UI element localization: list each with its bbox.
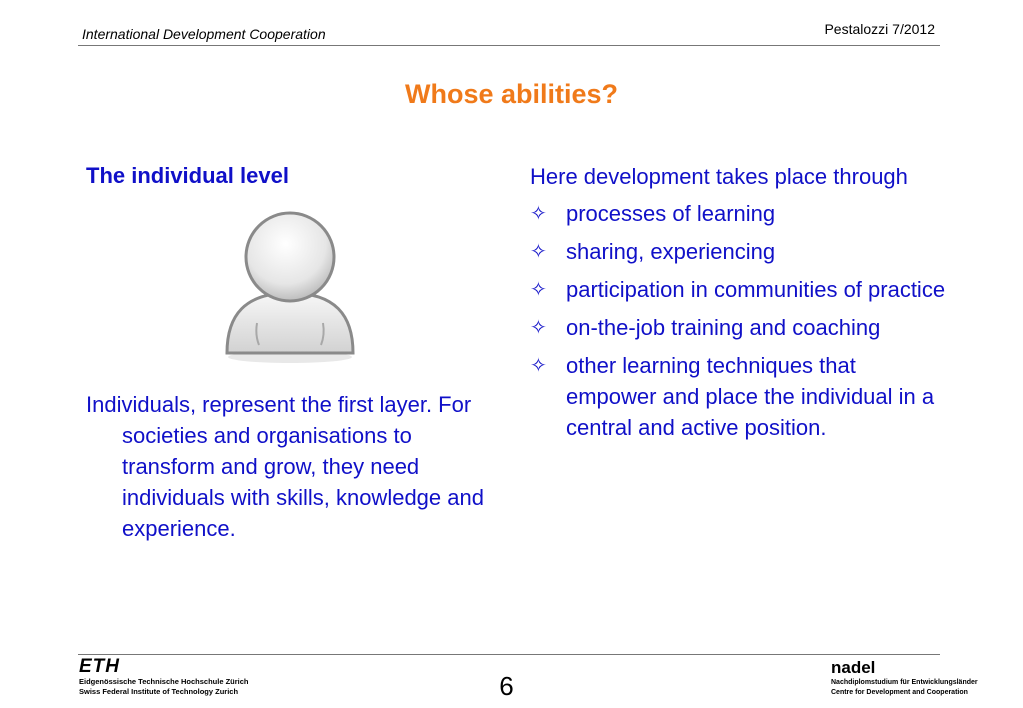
list-item: ✧ sharing, experiencing — [530, 239, 776, 264]
header-subtitle: International Development Cooperation — [82, 26, 326, 42]
four-point-star-icon: ✧ — [530, 203, 547, 225]
four-point-star-icon: ✧ — [530, 317, 547, 339]
eth-logo-line: Eidgenössische Technische Hochschule Zürich — [79, 677, 249, 686]
bullet-list — [530, 198, 950, 443]
header-author-date: Pestalozzi 7/2012 — [824, 21, 935, 37]
right-column — [530, 161, 950, 450]
list-item: ✧ other learning techniques that empower and place the individual in a central and active position. — [530, 353, 935, 440]
right-intro: Here development takes place through — [530, 164, 908, 189]
list-item: ✧ processes of learning — [530, 201, 776, 226]
eth-logo-mark: ETH — [79, 656, 120, 677]
slide-title: Whose abilities? — [404, 79, 619, 109]
nadel-logo-line: Centre for Development and Cooperation — [831, 689, 968, 696]
four-point-star-icon: ✧ — [530, 241, 547, 263]
four-point-star-icon: ✧ — [530, 279, 547, 301]
left-paragraph: Individuals, represent the first layer. For societies and organisations to transform and grow, they need individuals with skills, knowledge and experience. — [86, 392, 484, 541]
eth-logo-line: Swiss Federal Institute of Technology Zurich — [79, 687, 239, 696]
nadel-logo-line: Nachdiplomstudium für Entwicklungsländer — [831, 679, 978, 686]
person-icon — [215, 205, 365, 365]
page-number: 6 — [499, 671, 514, 701]
header-divider — [78, 45, 940, 46]
nadel-logo-mark: nadel — [831, 658, 876, 677]
four-point-star-icon: ✧ — [530, 355, 547, 377]
footer-divider — [78, 654, 940, 655]
nadel-logo — [831, 658, 991, 698]
list-item: ✧ participation in communities of practice — [530, 277, 946, 302]
left-heading: The individual level — [86, 163, 289, 188]
list-item: ✧ on-the-job training and coaching — [530, 315, 881, 340]
